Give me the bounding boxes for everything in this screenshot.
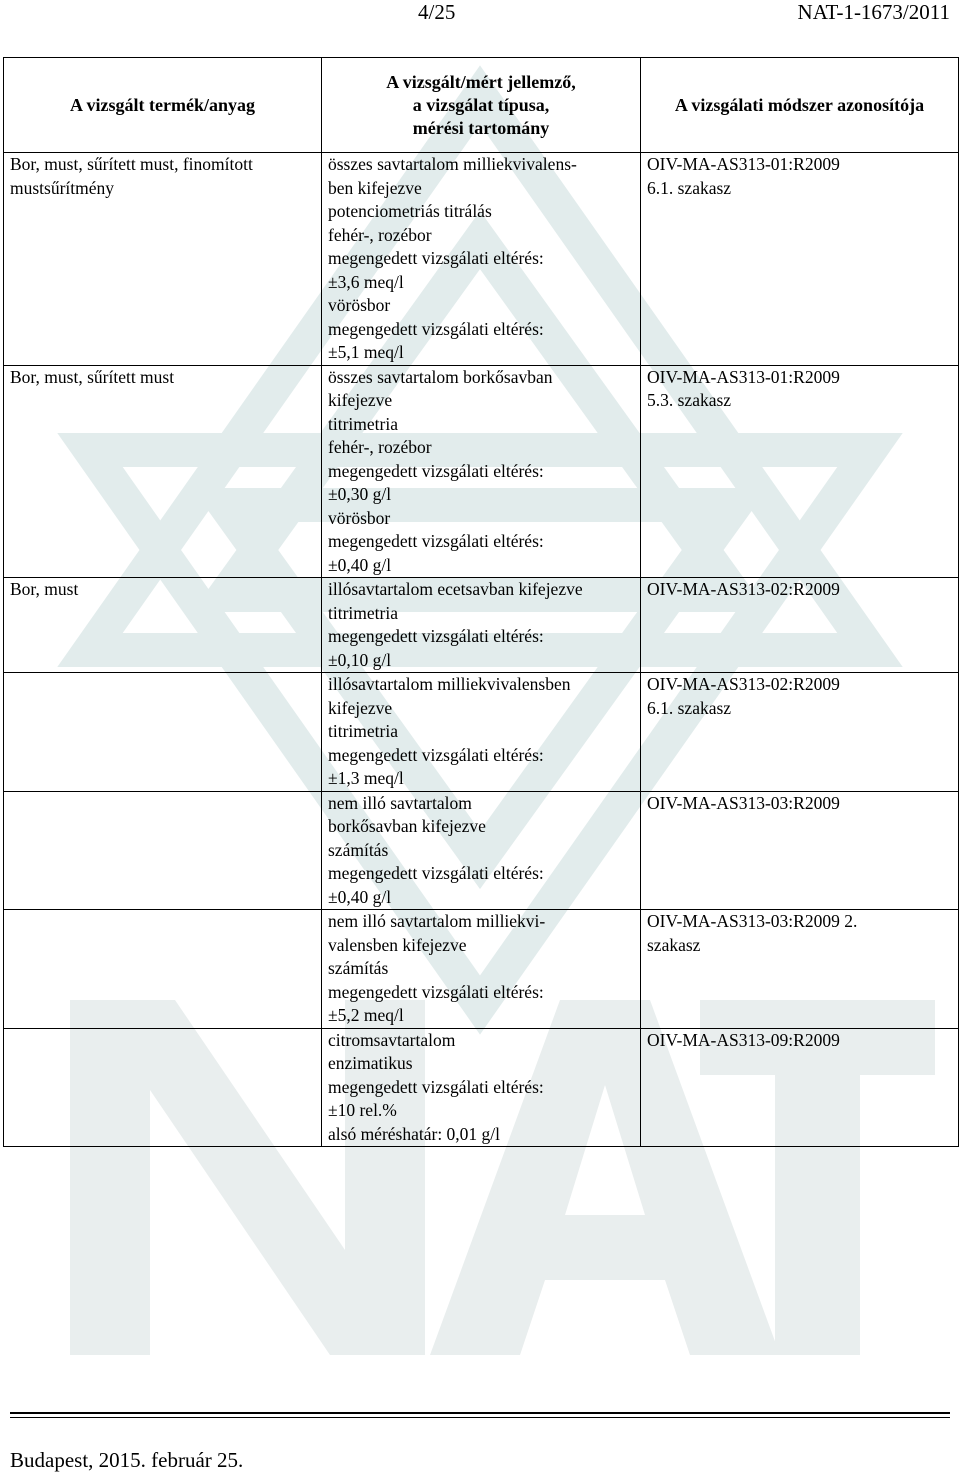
column-header-method: A vizsgálati módszer azonosítója: [641, 58, 959, 153]
cell-text-line: számítás: [328, 958, 389, 978]
cell-text-line: titrimetria: [328, 602, 398, 623]
cell-text-line: mustsűrítmény: [10, 177, 115, 198]
product-cell: [4, 910, 322, 1029]
cell-text-line: vörösbor: [328, 507, 391, 528]
cell-text-line: ±3,6 meq/l: [328, 271, 404, 292]
cell-text-line: megengedett vizsgálati eltérés:: [328, 318, 544, 339]
method-cell: [641, 673, 959, 792]
method-cell: [641, 365, 959, 578]
cell-text-line: ±1,3 meq/l: [328, 768, 404, 788]
cell-text-line: számítás: [328, 839, 389, 860]
cell-text-line: szakasz: [647, 934, 701, 955]
product-cell: [4, 673, 322, 792]
cell-text-line: megengedett vizsgálati eltérés:: [328, 248, 544, 268]
table-row: [4, 153, 959, 366]
cell-text-line: vörösbor: [328, 295, 391, 315]
cell-text-line: megengedett vizsgálati eltérés:: [328, 1076, 544, 1097]
document-reference: NAT-1-1673/2011: [797, 0, 950, 24]
cell-text-line: alsó méréshatár: 0,01 g/l: [328, 1123, 501, 1144]
property-cell: [322, 578, 641, 673]
method-cell: [641, 153, 959, 366]
cell-text-line: citromsavtartalom: [328, 1029, 456, 1050]
cell-text-line: OIV-MA-AS313-03:R2009 2.: [647, 911, 858, 931]
cell-text-line: Bor, must: [10, 579, 79, 599]
table-row: [4, 1028, 959, 1147]
cell-text-line: Bor, must, sűrített must, finomított: [10, 154, 253, 174]
product-cell: [4, 365, 322, 578]
property-cell: [322, 910, 641, 1029]
cell-text-line: ±5,2 meq/l: [328, 1005, 404, 1025]
property-cell: [322, 153, 641, 366]
column-header-property: A vizsgált/mért jellemző, a vizsgálat típusa, mérési tartomány: [322, 58, 641, 153]
cell-text-line: megengedett vizsgálati eltérés:: [328, 626, 544, 646]
cell-text-line: ±0,40 g/l: [328, 886, 392, 907]
cell-text-line: ±0,10 g/l: [328, 649, 392, 670]
product-cell: [4, 791, 322, 910]
cell-text-line: titrimetria: [328, 721, 398, 741]
property-cell: [322, 673, 641, 792]
cell-text-line: összes savtartalom borkősavban: [328, 366, 553, 387]
cell-text-line: nem illó savtartalom milliekvi-: [328, 911, 546, 931]
table-row: [4, 673, 959, 792]
footer-rule-thick: [10, 1412, 950, 1414]
cell-text-line: titrimetria: [328, 413, 398, 434]
cell-text-line: megengedett vizsgálati eltérés:: [328, 981, 544, 1002]
cell-text-line: nem illó savtartalom: [328, 792, 472, 813]
accreditation-table: [3, 57, 959, 1147]
table-row: [4, 578, 959, 673]
column-header-product: A vizsgált termék/anyag: [4, 58, 322, 153]
cell-text-line: borkősavban kifejezve: [328, 816, 486, 836]
method-cell: [641, 1028, 959, 1147]
table-row: [4, 365, 959, 578]
cell-text-line: potenciometriás titrálás: [328, 201, 492, 221]
cell-text-line: 6.1. szakasz: [647, 697, 732, 718]
cell-text-line: fehér-, rozébor: [328, 224, 432, 245]
cell-text-line: ben kifejezve: [328, 177, 422, 198]
cell-text-line: megengedett vizsgálati eltérés:: [328, 531, 544, 551]
cell-text-line: OIV-MA-AS313-09:R2009: [647, 1029, 840, 1050]
property-cell: [322, 1028, 641, 1147]
cell-text-line: OIV-MA-AS313-03:R2009: [647, 792, 840, 813]
footer-rule-thin: [10, 1417, 950, 1418]
property-cell: [322, 791, 641, 910]
cell-text-line: OIV-MA-AS313-02:R2009: [647, 579, 840, 599]
cell-text-line: Bor, must, sűrített must: [10, 366, 175, 387]
cell-text-line: illósavtartalom milliekvivalensben: [328, 674, 571, 694]
method-cell: [641, 910, 959, 1029]
cell-text-line: OIV-MA-AS313-02:R2009: [647, 674, 840, 694]
cell-text-line: megengedett vizsgálati eltérés:: [328, 460, 544, 481]
cell-text-line: kifejezve: [328, 390, 393, 410]
table-body: [4, 153, 959, 1147]
cell-text-line: ±10 rel.%: [328, 1100, 397, 1120]
cell-text-line: fehér-, rozébor: [328, 437, 432, 457]
cell-text-line: illósavtartalom ecetsavban kifejezve: [328, 579, 583, 599]
cell-text-line: ±0,40 g/l: [328, 554, 392, 575]
cell-text-line: 6.1. szakasz: [647, 177, 732, 198]
table-header-row: [4, 58, 959, 153]
method-cell: [641, 578, 959, 673]
cell-text-line: összes savtartalom milliekvivalens-: [328, 154, 577, 174]
product-cell: [4, 153, 322, 366]
cell-text-line: OIV-MA-AS313-01:R2009: [647, 366, 840, 387]
method-cell: [641, 791, 959, 910]
cell-text-line: ±0,30 g/l: [328, 484, 392, 504]
cell-text-line: 5.3. szakasz: [647, 390, 732, 410]
cell-text-line: ±5,1 meq/l: [328, 342, 404, 362]
product-cell: [4, 1028, 322, 1147]
cell-text-line: megengedett vizsgálati eltérés:: [328, 863, 544, 883]
product-cell: [4, 578, 322, 673]
cell-text-line: OIV-MA-AS313-01:R2009: [647, 154, 840, 174]
table-row: [4, 791, 959, 910]
property-cell: [322, 365, 641, 578]
cell-text-line: kifejezve: [328, 697, 393, 718]
table-row: [4, 910, 959, 1029]
footer-place-date: Budapest, 2015. február 25.: [10, 1448, 244, 1472]
cell-text-line: valensben kifejezve: [328, 934, 467, 955]
page-number: 4/25: [418, 0, 456, 24]
page-header: [0, 0, 960, 30]
cell-text-line: enzimatikus: [328, 1053, 413, 1073]
cell-text-line: megengedett vizsgálati eltérés:: [328, 744, 544, 765]
